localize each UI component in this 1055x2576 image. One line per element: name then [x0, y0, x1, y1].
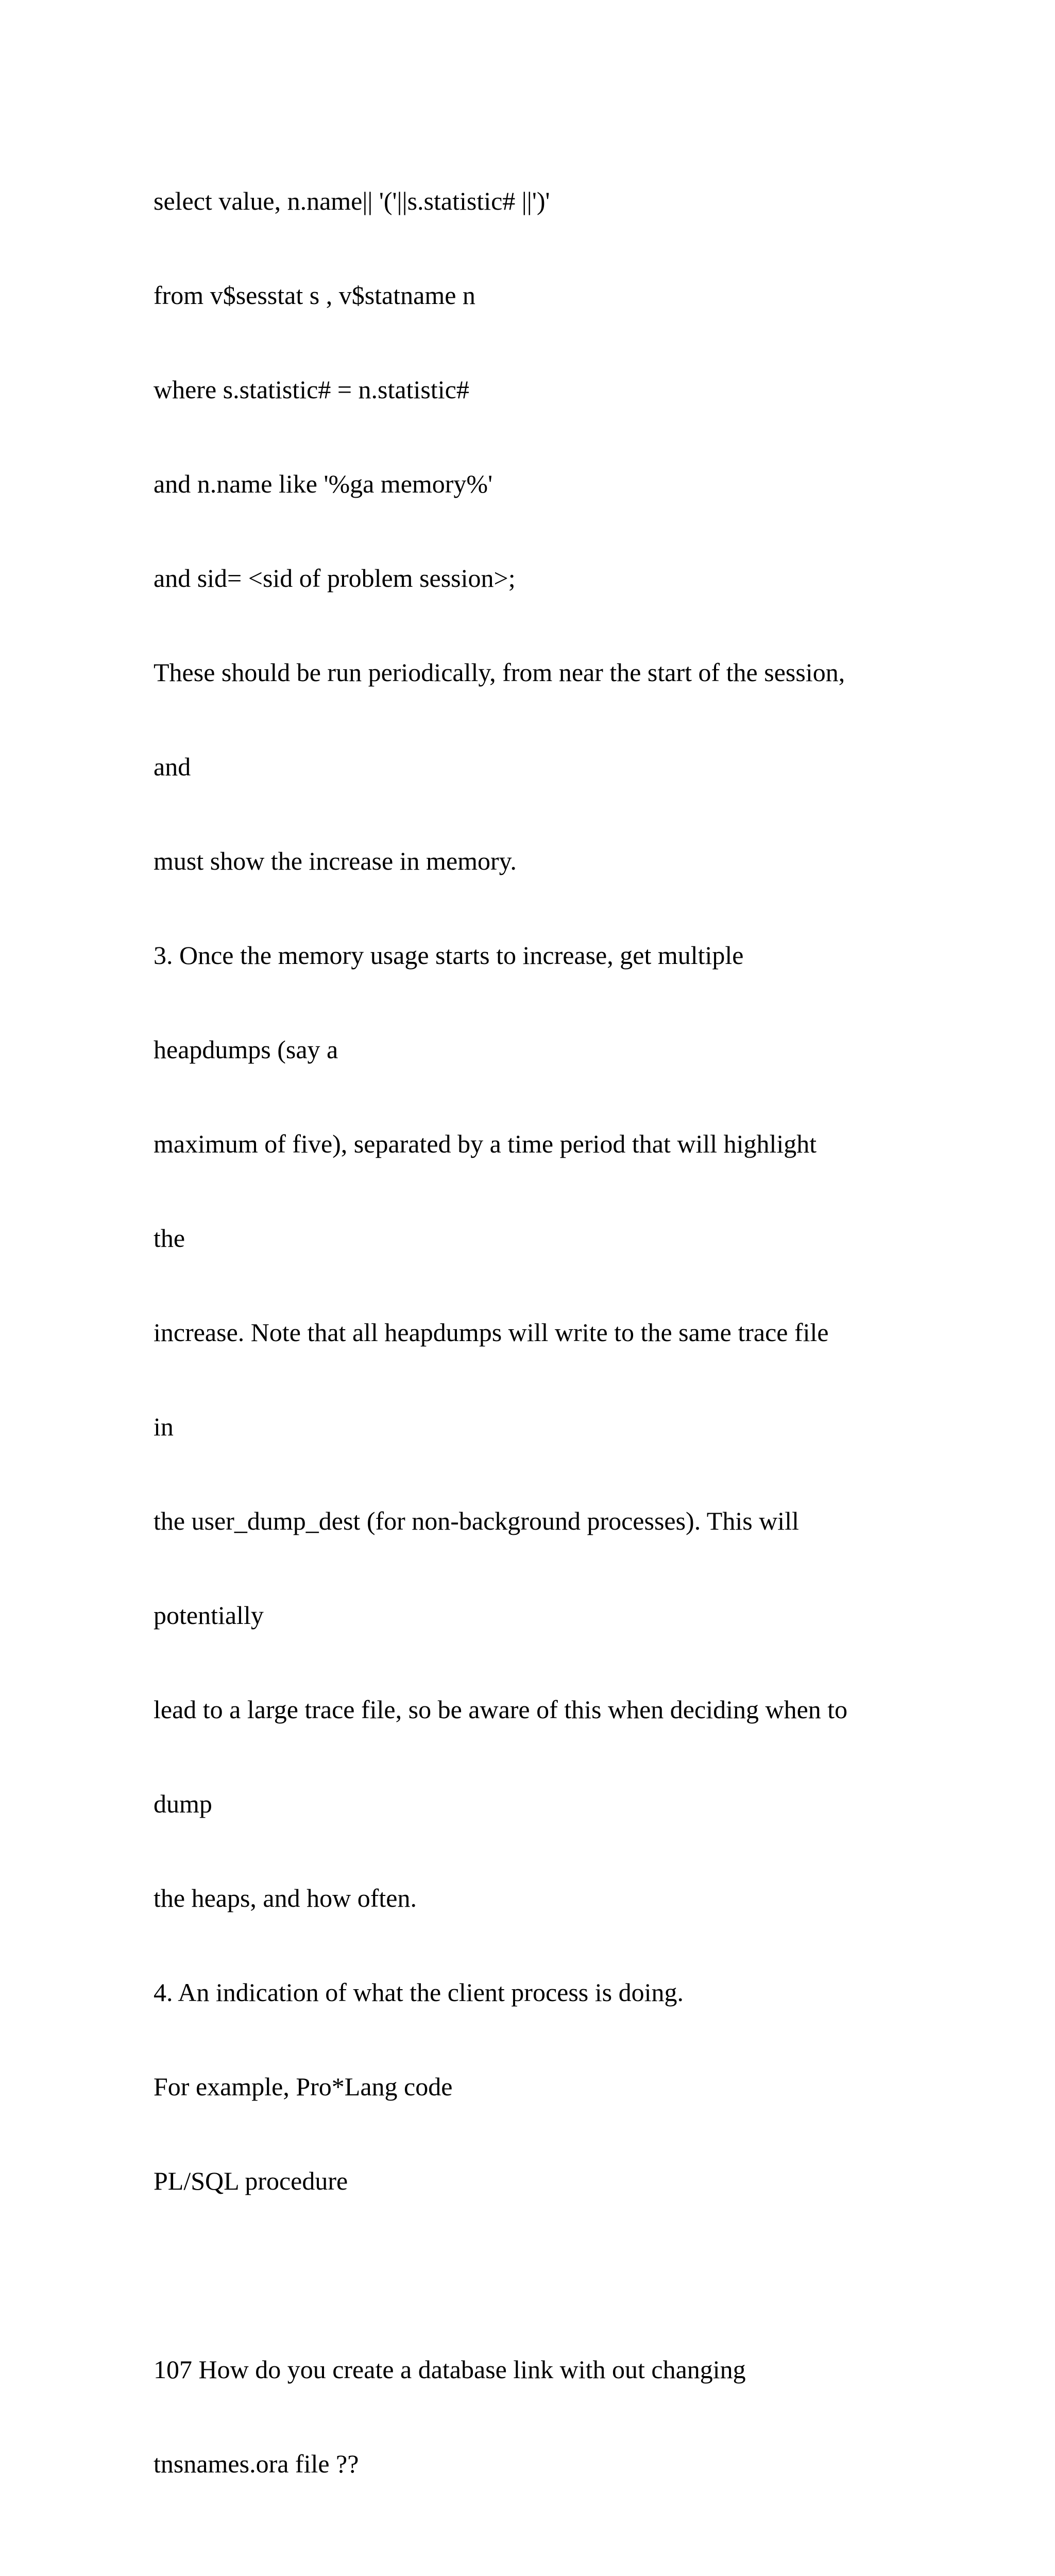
blank-line	[154, 2260, 926, 2291]
text-line: the user_dump_dest (for non-background processes). This will	[154, 1506, 799, 1535]
text-line: dump	[154, 1789, 212, 1818]
text-line: maximum of five), separated by a time period that will highlight	[154, 1129, 817, 1158]
text-line: PL/SQL procedure	[154, 2166, 348, 2195]
question-heading: 107 How do you create a database link with out changing	[154, 2355, 746, 2384]
question-heading: tnsnames.ora file ??	[154, 2449, 359, 2478]
text-line: in	[154, 1412, 174, 1441]
text-line: For example, Pro*Lang code	[154, 2072, 453, 2101]
text-line: the heaps, and how often.	[154, 1884, 417, 1912]
text-line: lead to a large trace file, so be aware of this when deciding when to	[154, 1695, 848, 1724]
text-line: increase. Note that all heapdumps will write to the same trace file	[154, 1318, 829, 1347]
text-line: These should be run periodically, from near the start of the session,	[154, 658, 845, 687]
text-line: 4. An indication of what the client process is doing.	[154, 1978, 684, 2007]
text-line: and n.name like '%ga memory%'	[154, 469, 493, 498]
text-line: select value, n.name|| '('||s.statistic# ||')'	[154, 187, 550, 215]
text-line: heapdumps (say a	[154, 1035, 338, 1064]
text-line: and sid= <sid of problem session>;	[154, 564, 516, 592]
text-line: must show the increase in memory.	[154, 846, 517, 875]
text-line: 3. Once the memory usage starts to increase, get multiple	[154, 941, 744, 970]
text-line: potentially	[154, 1601, 264, 1630]
text-line: the	[154, 1224, 185, 1252]
text-line: from v$sesstat s , v$statname n	[154, 281, 475, 310]
text-line: and	[154, 752, 191, 781]
text-line: where s.statistic# = n.statistic#	[154, 375, 469, 404]
blank-line	[154, 2543, 926, 2574]
document-text	[154, 123, 926, 2576]
